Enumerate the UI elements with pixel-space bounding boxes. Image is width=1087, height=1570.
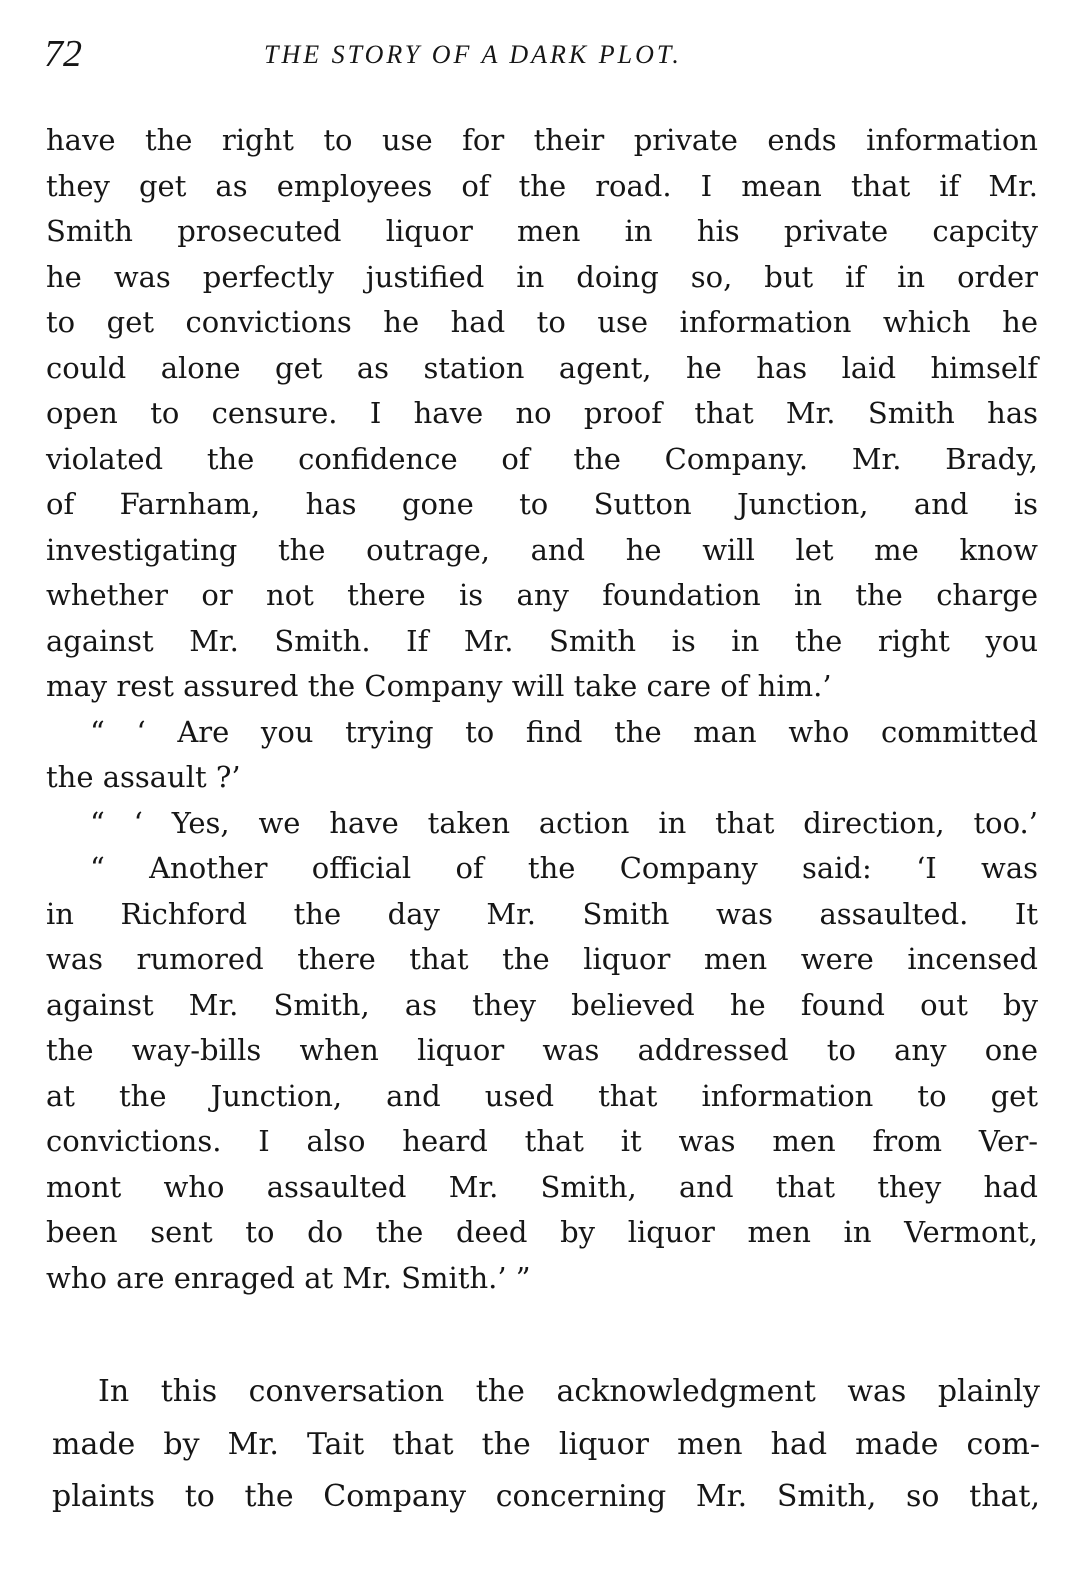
text-line: have the right to use for their private ends information (46, 123, 1038, 157)
text-line: open to censure. I have no proof that Mr. Smith has (46, 396, 1038, 430)
text-line: whether or not there is any foundation in the charge (46, 578, 1038, 612)
text-line: in Richford the day Mr. Smith was assaulted. It (46, 896, 1038, 931)
text-line: against Mr. Smith, as they believed he found out by (46, 987, 1038, 1022)
text-line: the assault ?’ (46, 760, 241, 794)
text-line: of Farnham, has gone to Sutton Junction, and is (46, 487, 1038, 521)
running-title: THE STORY OF A DARK PLOT. (264, 40, 682, 69)
text-line: against Mr. Smith. If Mr. Smith is in the right you (46, 623, 1038, 658)
text-line: at the Junction, and used that information to get (46, 1078, 1038, 1113)
text-line: been sent to do the deed by liquor men in Vermont, (46, 1215, 1038, 1249)
text-line: convictions. I also heard that it was men from Ver- (46, 1124, 1038, 1158)
passage-2 (52, 1366, 1040, 1524)
text-line: plaints to the Company concerning Mr. Smith, so that, (52, 1479, 1040, 1514)
text-line: who are enraged at Mr. Smith.’ ” (46, 1260, 531, 1295)
text-line: mont who assaulted Mr. Smith, and that they had (46, 1169, 1038, 1204)
text-line: he was perfectly justified in doing so, but if in order (46, 259, 1038, 294)
text-line: “ ‘ Yes, we have taken action in that direction, too.’ (90, 805, 1038, 840)
text-line: made by Mr. Tait that the liquor men had made com- (52, 1426, 1040, 1462)
text-line: could alone get as station agent, he has laid himself (46, 350, 1038, 385)
text-line: the way-bills when liquor was addressed to any one (46, 1033, 1038, 1067)
running-head (44, 30, 1044, 80)
passage-1 (46, 118, 1038, 1301)
page-number: 72 (44, 33, 82, 75)
text-line: In this conversation the acknowledgment was plainly (98, 1374, 1040, 1409)
text-line: was rumored there that the liquor men were incensed (46, 942, 1038, 976)
text-line: may rest assured the Company will take care of him.’ (46, 669, 832, 703)
text-line: “ ‘ Are you trying to find the man who committed (90, 714, 1038, 749)
text-line: to get convictions he had to use information which he (46, 305, 1038, 339)
text-line: Smith prosecuted liquor men in his private capcity (46, 214, 1038, 248)
text-line: violated the confidence of the Company. Mr. Brady, (46, 441, 1038, 476)
text-line: “ Another official of the Company said: ‘I was (90, 851, 1038, 885)
text-line: investigating the outrage, and he will let me know (46, 532, 1038, 567)
text-line: they get as employees of the road. I mean that if Mr. (46, 168, 1038, 203)
